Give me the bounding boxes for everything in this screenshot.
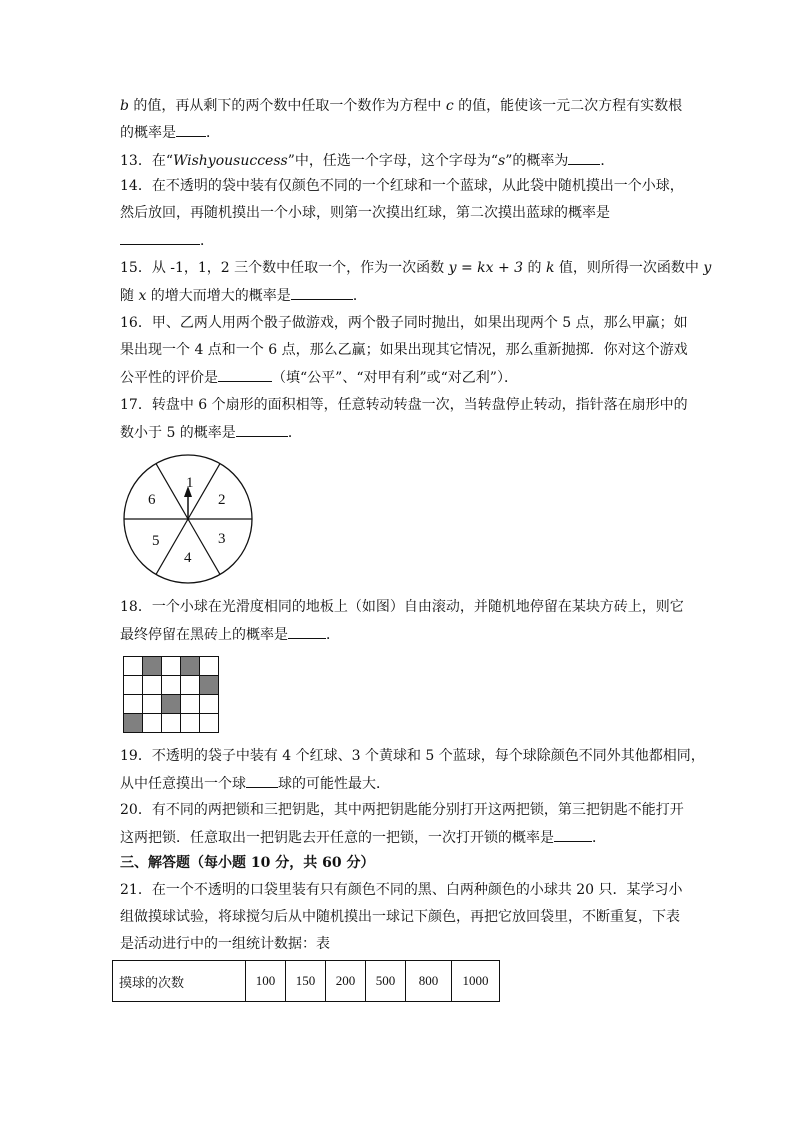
question-20-line1: 20．有不同的两把锁和三把钥匙，其中两把钥匙能分别打开这两把锁，第三把钥匙不能打开 <box>120 802 684 818</box>
table-cell: 800 <box>406 961 452 1002</box>
q16-text-a: 公平性的评价是 <box>120 370 218 386</box>
section-heading: 三、解答题（每小题 10 分，共 60 分） <box>120 855 375 871</box>
sector-divider <box>188 519 220 574</box>
question-14-line2: 然后放回，再随机摸出一个小球，则第一次摸出红球，第二次摸出蓝球的概率是 <box>120 205 610 221</box>
var-x: x <box>138 288 147 304</box>
question-18-line1: 18．一个小球在光滑度相同的地板上（如图）自由滚动，并随机地停留在某块方砖上，则它 <box>120 599 684 615</box>
light-tile <box>124 695 143 714</box>
light-tile <box>162 657 181 676</box>
q17-text: 数小于 5 的概率是 <box>120 425 236 441</box>
q15-text-d: 随 <box>120 288 139 304</box>
dark-tile <box>200 676 219 695</box>
question-16-line1: 16．甲、乙两人用两个骰子做游戏，两个骰子同时抛出，如果出现两个 5 点，那么甲赢；如 <box>120 315 688 331</box>
question-19-line2 <box>120 773 390 794</box>
q19-text-b: 球的可能性最大． <box>278 776 390 792</box>
q14-end: ． <box>200 233 214 249</box>
dark-tile <box>162 695 181 714</box>
question-21-line1: 21．在一个不透明的口袋里装有只有颜色不同的黑、白两种颜色的小球共 20 只．某学习小 <box>120 882 683 898</box>
table-cell: 150 <box>286 961 326 1002</box>
light-tile <box>200 714 219 733</box>
sector-divider <box>156 519 188 574</box>
q19-text-a: 从中任意摸出一个球 <box>120 776 246 792</box>
var-c: c <box>445 98 454 114</box>
q18-end: ． <box>326 627 340 643</box>
question-15-line1 <box>120 258 711 278</box>
answer-blank <box>218 367 272 382</box>
tile-floor-figure <box>123 656 223 736</box>
q20-end: ． <box>592 830 606 846</box>
light-tile <box>143 714 162 733</box>
light-tile <box>200 695 219 714</box>
sector-divider <box>188 464 220 519</box>
q13-word: Wishyousuccess <box>172 153 288 169</box>
answer-blank <box>246 773 278 788</box>
question-13 <box>120 150 614 171</box>
q15-end: ． <box>352 288 367 304</box>
sector-label-4: 4 <box>184 550 192 566</box>
q15-text-a: 15．从 -1，1，2 三个数中任取一个，作为一次函数 <box>120 260 449 276</box>
q12-end: ． <box>206 125 220 141</box>
q15-function: y = kx + 3 <box>448 260 524 276</box>
question-19-line1: 19．不透明的袋子中装有 4 个红球、3 个黄球和 5 个蓝球，每个球除颜色不同外其他都相同， <box>120 748 705 764</box>
light-tile <box>181 695 200 714</box>
table-cell: 1000 <box>452 961 500 1002</box>
light-tile <box>143 695 162 714</box>
q13-text-b: ”中，任选一个字母，这个字母为“ <box>287 153 499 169</box>
q12-text2: 的值，能使该一元二次方程有实数根 <box>453 98 683 114</box>
dark-tile <box>181 657 200 676</box>
q13-letter: s <box>498 153 506 169</box>
light-tile <box>162 676 181 695</box>
q15-text-c: 值，则所得一次函数中 <box>554 260 704 276</box>
light-tile <box>181 676 200 695</box>
question-16-line2: 果出现一个 4 点和一个 6 点，那么乙赢；如果出现其它情况，那么重新抛掷．你对这个游戏 <box>120 342 688 358</box>
answer-blank <box>291 285 353 300</box>
spinner-figure <box>120 452 260 588</box>
question-15-line2 <box>120 285 367 306</box>
table-cell: 500 <box>366 961 406 1002</box>
q12-line2 <box>120 122 220 143</box>
q13-text-c: ”的概率为 <box>505 153 569 169</box>
question-17-line1: 17．转盘中 6 个扇形的面积相等，任意转动转盘一次，当转盘停止转动，指针落在扇形中的 <box>120 397 688 413</box>
table-cell: 100 <box>246 961 286 1002</box>
sector-label-2: 2 <box>218 492 226 508</box>
q13-text-a: 13．在“ <box>120 153 173 169</box>
light-tile <box>162 714 181 733</box>
light-tile <box>200 657 219 676</box>
dark-tile <box>124 714 143 733</box>
var-b: b <box>120 98 129 114</box>
question-21-line3: 是活动进行中的一组统计数据：表 <box>120 936 330 952</box>
question-14-line1: 14．在不透明的袋中装有仅颜色不同的一个红球和一个蓝球，从此袋中随机摸出一个小球， <box>120 178 684 194</box>
sector-label-1: 1 <box>186 475 194 491</box>
answer-blank <box>120 230 200 245</box>
q18-text: 最终停留在黑砖上的概率是 <box>120 627 288 643</box>
q15-text-e: 的增大而增大的概率是 <box>146 288 291 304</box>
sector-label-3: 3 <box>218 531 226 547</box>
question-16-line3 <box>120 367 518 388</box>
q12-text1: 的值，再从剩下的两个数中任取一个数作为方程中 <box>128 98 446 114</box>
question-20-line2 <box>120 827 606 848</box>
var-y: y <box>703 260 712 276</box>
question-14-line3 <box>120 230 214 251</box>
table-header-cell: 摸球的次数 <box>113 961 246 1002</box>
answer-blank <box>236 422 288 437</box>
q13-end: ． <box>600 153 615 169</box>
answer-blank <box>554 827 592 842</box>
question-21-line2: 组做摸球试验，将球搅匀后从中随机摸出一球记下颜色，再把它放回袋里，不断重复，下表 <box>120 909 680 925</box>
q20-text: 这两把锁．任意取出一把钥匙去开任意的一把锁，一次打开锁的概率是 <box>120 830 554 846</box>
var-k: k <box>546 260 555 276</box>
question-18-line2 <box>120 624 340 645</box>
light-tile <box>181 714 200 733</box>
table-row <box>113 961 500 1002</box>
q12-line1 <box>120 96 682 116</box>
sector-label-6: 6 <box>148 492 156 508</box>
question-17-line2 <box>120 422 302 443</box>
light-tile <box>124 657 143 676</box>
q16-text-b: （填“公平”、“对甲有利”或“对乙利”）． <box>272 370 518 386</box>
dark-tile <box>143 657 162 676</box>
stats-table <box>112 960 500 1002</box>
q12-text3: 的概率是 <box>120 125 176 141</box>
answer-blank <box>176 122 206 137</box>
answer-blank <box>568 150 600 165</box>
light-tile <box>143 676 162 695</box>
sector-divider <box>156 464 188 519</box>
table-cell: 200 <box>326 961 366 1002</box>
q15-text-b: 的 <box>523 260 546 276</box>
q17-end: ． <box>287 425 302 441</box>
answer-blank <box>288 624 326 639</box>
sector-label-5: 5 <box>152 533 160 549</box>
light-tile <box>124 676 143 695</box>
